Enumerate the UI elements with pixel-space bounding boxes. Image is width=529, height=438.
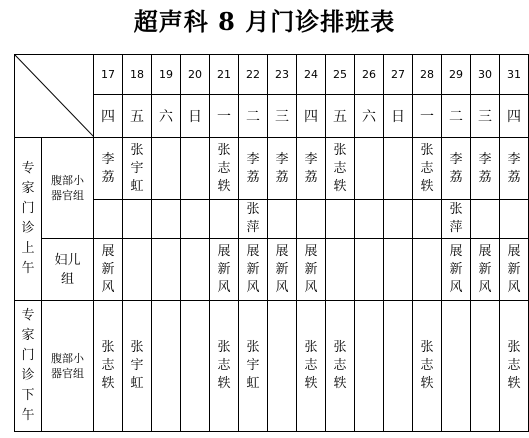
weekday-cell: [413, 95, 442, 138]
duty-cell: [471, 200, 500, 239]
duty-cell: [413, 200, 442, 239]
duty-cell: [210, 239, 239, 301]
doctor-name: 张宇虹: [246, 340, 260, 391]
day-number-cell: [500, 55, 529, 95]
duty-cell: [471, 301, 500, 432]
weekday-cell: [181, 95, 210, 138]
duty-cell: [500, 301, 529, 432]
doctor-name: 张萍: [246, 202, 260, 235]
section-am-label: 专家门诊上午: [21, 161, 35, 276]
duty-cell: [384, 301, 413, 432]
duty-cell: [123, 301, 152, 432]
day-number-cell: [326, 55, 355, 95]
duty-cell: [239, 138, 268, 200]
duty-cell: [442, 138, 471, 200]
duty-cell: [297, 239, 326, 301]
duty-cell: [442, 239, 471, 301]
day-number-cell: [152, 55, 181, 95]
duty-cell: [442, 301, 471, 432]
weekday-label: 一: [420, 109, 434, 126]
doctor-name: 展新风: [304, 243, 318, 295]
weekday-label: 四: [304, 109, 318, 126]
weekday-label: 三: [478, 109, 492, 126]
duty-cell: [239, 200, 268, 239]
duty-cell: [355, 200, 384, 239]
doctor-name: 张志轶: [304, 340, 318, 391]
duty-cell: [500, 200, 529, 239]
weekday-cell: [326, 95, 355, 138]
day-number: 20: [188, 68, 202, 82]
doctor-name: 展新风: [246, 243, 260, 295]
duty-cell: [355, 138, 384, 200]
weekday-label: 二: [449, 109, 463, 126]
weekday-cell: [355, 95, 384, 138]
duty-cell: [210, 138, 239, 200]
weekday-cell: [152, 95, 181, 138]
duty-cell: [94, 138, 123, 200]
day-number: 27: [391, 68, 405, 82]
weekday-label: 三: [275, 109, 289, 126]
doctor-name: 张志轶: [217, 142, 231, 194]
doctor-name: 李荔: [246, 151, 260, 185]
group-abdomen-pm-cell: [42, 301, 94, 432]
day-number: 25: [333, 68, 347, 82]
doctor-name: 张宇虹: [130, 340, 144, 391]
doctor-name: 展新风: [101, 243, 115, 295]
doctor-name: 李荔: [449, 151, 463, 185]
duty-cell: [94, 239, 123, 301]
day-number-cell: [94, 55, 123, 95]
duty-cell: [152, 239, 181, 301]
weekday-label: 一: [217, 109, 231, 126]
weekday-label: 二: [246, 109, 260, 126]
day-number: 26: [362, 68, 376, 82]
duty-cell: [355, 301, 384, 432]
weekday-cell: [384, 95, 413, 138]
duty-cell: [297, 301, 326, 432]
day-number-cell: [384, 55, 413, 95]
day-number-cell: [471, 55, 500, 95]
doctor-name: 张志轶: [101, 340, 115, 391]
day-number: 19: [159, 68, 173, 82]
weekday-cell: [500, 95, 529, 138]
duty-cell: [500, 239, 529, 301]
day-number-cell: [123, 55, 152, 95]
doctor-name: 张萍: [449, 202, 463, 235]
duty-cell: [384, 138, 413, 200]
doctor-name: 张志轶: [333, 340, 347, 391]
doctor-name: 张志轶: [333, 142, 347, 194]
day-number: 31: [507, 68, 521, 82]
day-number: 18: [130, 68, 144, 82]
duty-cell: [384, 200, 413, 239]
duty-cell: [413, 301, 442, 432]
doctor-name: 张志轶: [507, 340, 521, 391]
weekday-cell: [239, 95, 268, 138]
group-abdomen-pm-label: 腹部小器官组: [51, 352, 84, 380]
day-number: 29: [449, 68, 463, 82]
weekday-label: 五: [130, 109, 144, 126]
duty-cell: [442, 200, 471, 239]
duty-cell: [210, 301, 239, 432]
day-number-cell: [413, 55, 442, 95]
duty-cell: [123, 239, 152, 301]
doctor-name: 李荔: [304, 151, 318, 185]
duty-cell: [326, 138, 355, 200]
doctor-name: 展新风: [478, 243, 492, 295]
duty-cell: [471, 239, 500, 301]
doctor-name: 李荔: [478, 151, 492, 185]
duty-cell: [152, 301, 181, 432]
duty-cell: [181, 239, 210, 301]
duty-cell: [268, 200, 297, 239]
day-number: 30: [478, 68, 492, 82]
weekday-label: 四: [101, 109, 115, 126]
weekday-cell: [268, 95, 297, 138]
weekday-cell: [123, 95, 152, 138]
doctor-name: 展新风: [217, 243, 231, 295]
section-pm-label: 专家门诊下午: [21, 308, 35, 423]
duty-cell: [355, 239, 384, 301]
duty-cell: [297, 138, 326, 200]
group-abdomen-am-cell: [42, 138, 94, 239]
day-number-cell: [181, 55, 210, 95]
doctor-name: 李荔: [101, 151, 115, 185]
duty-cell: [413, 138, 442, 200]
duty-cell: [326, 301, 355, 432]
duty-cell: [123, 138, 152, 200]
group-gyn-label: 妇儿组: [54, 252, 81, 287]
doctor-name: 张志轶: [217, 340, 231, 391]
schedule-table: [14, 54, 529, 432]
duty-cell: [181, 301, 210, 432]
duty-cell: [94, 200, 123, 239]
day-number-cell: [210, 55, 239, 95]
header-diagonal-line: [15, 55, 94, 137]
section-pm-cell: [15, 301, 42, 432]
doctor-name: 展新风: [449, 243, 463, 295]
day-number: 17: [101, 68, 115, 82]
day-number: 28: [420, 68, 434, 82]
day-number-cell: [297, 55, 326, 95]
duty-cell: [210, 200, 239, 239]
day-number: 24: [304, 68, 318, 82]
doctor-name: 李荔: [507, 151, 521, 185]
duty-cell: [268, 301, 297, 432]
doctor-name: 张志轶: [420, 340, 434, 391]
duty-cell: [181, 200, 210, 239]
duty-cell: [94, 301, 123, 432]
day-number-cell: [355, 55, 384, 95]
duty-cell: [181, 138, 210, 200]
weekday-cell: [442, 95, 471, 138]
weekday-label: 六: [159, 109, 173, 126]
day-number: 21: [217, 68, 231, 82]
header-corner-cell: [15, 55, 94, 138]
duty-cell: [413, 239, 442, 301]
day-number: 22: [246, 68, 260, 82]
duty-cell: [500, 138, 529, 200]
doctor-name: 张宇虹: [130, 142, 144, 194]
doctor-name: 展新风: [275, 243, 289, 295]
duty-cell: [297, 200, 326, 239]
duty-cell: [152, 138, 181, 200]
group-abdomen-am-label: 腹部小器官组: [51, 174, 84, 202]
day-number-cell: [239, 55, 268, 95]
duty-cell: [471, 138, 500, 200]
day-number: 23: [275, 68, 289, 82]
duty-cell: [123, 200, 152, 239]
section-am-cell: [15, 138, 42, 301]
duty-cell: [326, 200, 355, 239]
weekday-cell: [471, 95, 500, 138]
weekday-cell: [210, 95, 239, 138]
weekday-label: 六: [362, 109, 376, 126]
page-title: 超声科 8 月门诊排班表: [133, 7, 396, 36]
duty-cell: [268, 138, 297, 200]
doctor-name: 张志轶: [420, 142, 434, 194]
weekday-cell: [297, 95, 326, 138]
duty-cell: [268, 239, 297, 301]
day-number-cell: [442, 55, 471, 95]
weekday-label: 五: [333, 109, 347, 126]
duty-cell: [239, 301, 268, 432]
duty-cell: [152, 200, 181, 239]
doctor-name: 展新风: [507, 243, 521, 295]
duty-cell: [239, 239, 268, 301]
group-gyn-cell: [42, 239, 94, 301]
doctor-name: 李荔: [275, 151, 289, 185]
day-number-cell: [268, 55, 297, 95]
weekday-cell: [94, 95, 123, 138]
duty-cell: [384, 239, 413, 301]
weekday-label: 四: [507, 109, 521, 126]
duty-cell: [326, 239, 355, 301]
weekday-label: 日: [188, 109, 202, 126]
weekday-label: 日: [391, 109, 405, 126]
